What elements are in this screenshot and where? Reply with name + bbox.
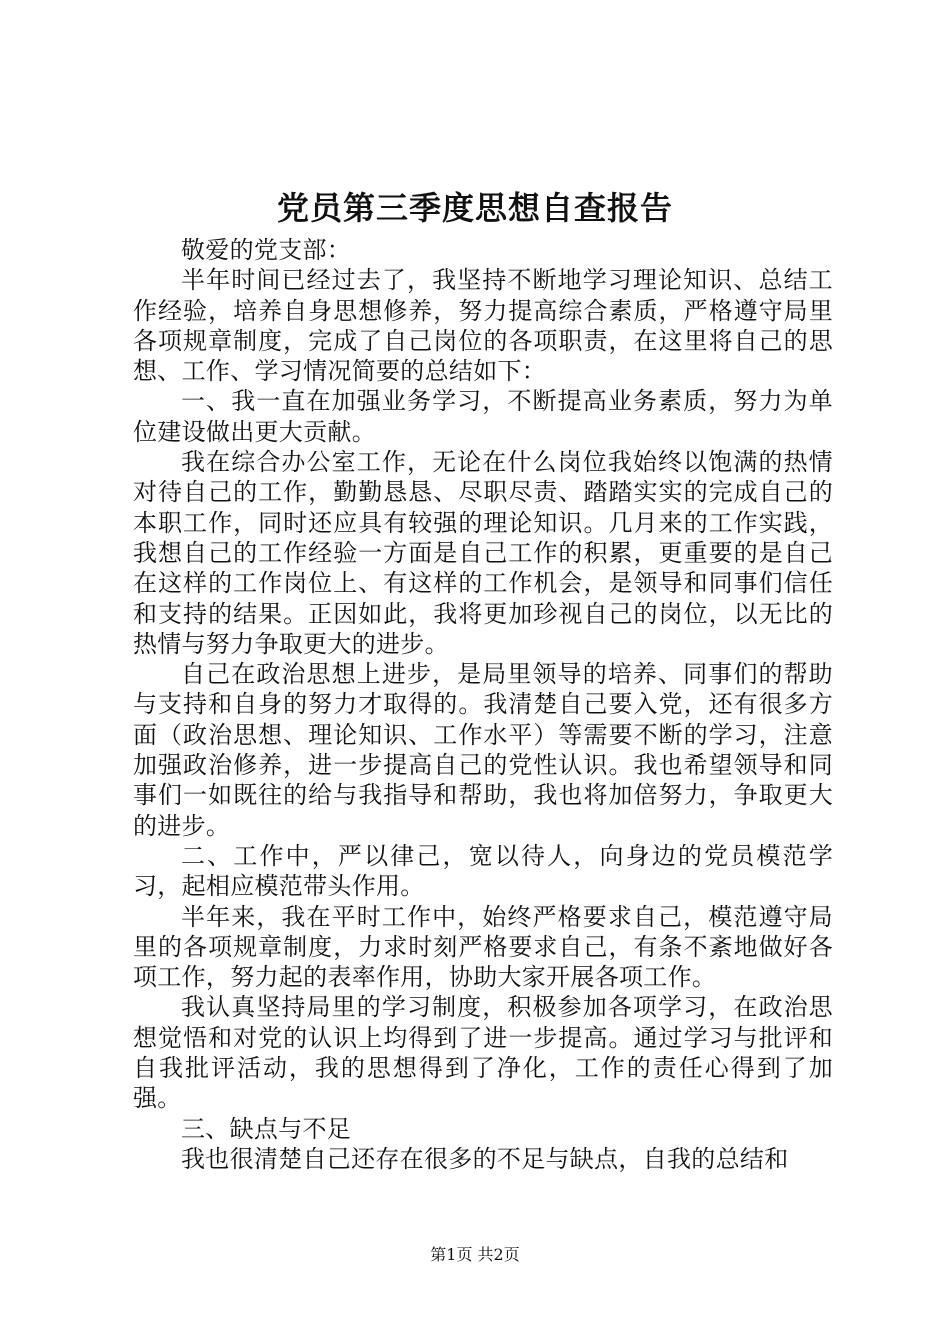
paragraph-discipline: 半年来，我在平时工作中，始终严格要求自己，模范遵守局里的各项规章制度，力求时刻严格要求自己，有条不紊地做好各项工作，努力起的表率作用，协助大家开展各项工作。 [133,902,833,992]
salutation: 敬爱的党支部： [181,236,352,264]
document-body [133,235,833,1174]
section-heading-1: 一、我一直在加强业务学习，不断提高业务素质，努力为单位建设做出更大贡献。 [133,387,833,446]
paragraph-work: 我在综合办公室工作，无论在什么岗位我始终以饱满的热情对待自己的工作，勤勤恳恳、尽职尽责、踏踏实实的完成自己的本职工作，同时还应具有较强的理论知识。几月来的工作实践，我想自己的工作经验一方面是自己工作的积累，更重要的是自己在这样的工作岗位上、有这样的工作机会，是领导和同事们信任和支持的结果。正因如此，我将更加珍视自己的岗位，以无比的热情与努力争取更大的进步。 [133,448,833,658]
document-title: 党员第三季度思想自查报告 [276,189,673,227]
paragraph-shortcomings: 我也很清楚自己还存在很多的不足与缺点，自我的总结和 [181,1144,789,1173]
paragraph-intro: 半年时间已经过去了，我坚持不断地学习理论知识、总结工作经验，培养自身思想修养，努力提高综合素质，严格遵守局里各项规章制度，完成了自己岗位的各项职责，在这里将自己的思想、工作、学习情况简要的总结如下： [133,266,833,386]
paragraph-politics: 自己在政治思想上进步，是局里领导的培养、同事们的帮助与支持和自身的努力才取得的。我清楚自己要入党，还有很多方面（政治思想、理论知识、工作水平）等需要不断的学习，注意加强政治修养，进一步提高自己的党性认识。我也希望领导和同事们一如既往的给与我指导和帮助，我也将加倍努力，争取更大的进步。 [133,660,833,840]
section-heading-3: 三、缺点与不足 [181,1114,352,1143]
paragraph-study: 我认真坚持局里的学习制度，积极参加各项学习，在政治思想觉悟和对党的认识上均得到了进一步提高。通过学习与批评和自我批评活动，我的思想得到了净化，工作的责任心得到了加强。 [133,993,833,1113]
section-heading-2: 二、工作中，严以律己，宽以待人，向身边的党员模范学习，起相应模范带头作用。 [133,841,833,901]
page-footer: 第1页 共2页 [430,1245,520,1264]
